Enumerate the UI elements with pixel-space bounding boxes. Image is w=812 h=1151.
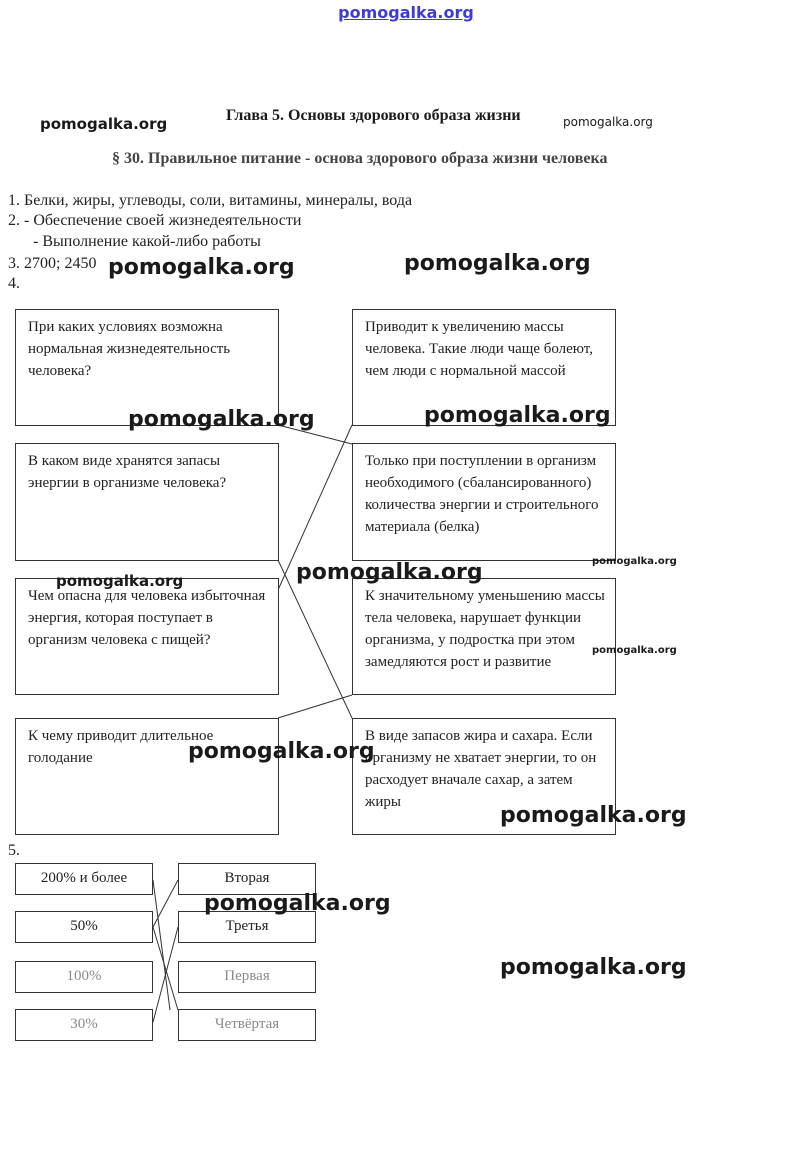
watermark: pomogalka.org <box>188 739 375 764</box>
task4-right-3: К значительному уменьшению массы тела человека, нарушает функции организма, у подростка при этом замедляются рост и развитие <box>352 578 616 695</box>
task4-left-1: При каких условиях возможна нормальная жизнедеятельность человека? <box>15 309 279 426</box>
task4-right-4: В виде запасов жира и сахара. Если организму не хватает энергии, то он расходует вначале сахар, а затем жиры <box>352 718 616 835</box>
task4-right-2: Только при поступлении в организм необходимого (сбалансированного) количества энергии и строительного материала (белка) <box>352 443 616 561</box>
watermark: pomogalka.org <box>40 115 168 133</box>
task5-right-4: Четвёртая <box>178 1009 316 1041</box>
task5-left-4: 30% <box>15 1009 153 1041</box>
task5-left-3: 100% <box>15 961 153 993</box>
site-link-top[interactable]: pomogalka.org <box>338 3 474 22</box>
chapter-title: Глава 5. Основы здорового образа жизни <box>226 107 521 124</box>
task5-right-3: Первая <box>178 961 316 993</box>
task5-right-2: Третья <box>178 911 316 943</box>
task4-right-1: Приводит к увеличению массы человека. Такие люди чаще болеют, чем люди с нормальной массой <box>352 309 616 426</box>
watermark: pomogalka.org <box>500 955 687 980</box>
watermark: pomogalka.org <box>128 407 315 432</box>
watermark: pomogalka.org <box>592 645 677 656</box>
task5-right-1: Вторая <box>178 863 316 895</box>
watermark: pomogalka.org <box>404 251 591 276</box>
task4-left-4: К чему приводит длительное голодание <box>15 718 279 835</box>
watermark: pomogalka.org <box>563 115 653 129</box>
task4-left-3: Чем опасна для человека избыточная энергия, которая поступает в организм человека с пищей? <box>15 578 279 695</box>
watermark: pomogalka.org <box>204 891 391 916</box>
answer-3: 3. 2700; 2450 <box>8 255 97 272</box>
watermark: pomogalka.org <box>500 803 687 828</box>
watermark: pomogalka.org <box>592 556 677 567</box>
task5-left-2: 50% <box>15 911 153 943</box>
answer-2b: - Выполнение какой-либо работы <box>33 233 261 250</box>
answer-2a: 2. - Обеспечение своей жизнедеятельности <box>8 212 302 229</box>
answer-5-label: 5. <box>8 842 20 859</box>
watermark: pomogalka.org <box>296 560 483 585</box>
watermark: pomogalka.org <box>424 403 611 428</box>
task5-left-1: 200% и более <box>15 863 153 895</box>
watermark: pomogalka.org <box>56 572 184 590</box>
task4-left-2: В каком виде хранятся запасы энергии в организме человека? <box>15 443 279 561</box>
watermark: pomogalka.org <box>108 255 295 280</box>
section-title: § 30. Правильное питание - основа здорового образа жизни человека <box>112 150 608 167</box>
answer-4-label: 4. <box>8 275 20 292</box>
answer-1: 1. Белки, жиры, углеводы, соли, витамины, минералы, вода <box>8 192 413 209</box>
